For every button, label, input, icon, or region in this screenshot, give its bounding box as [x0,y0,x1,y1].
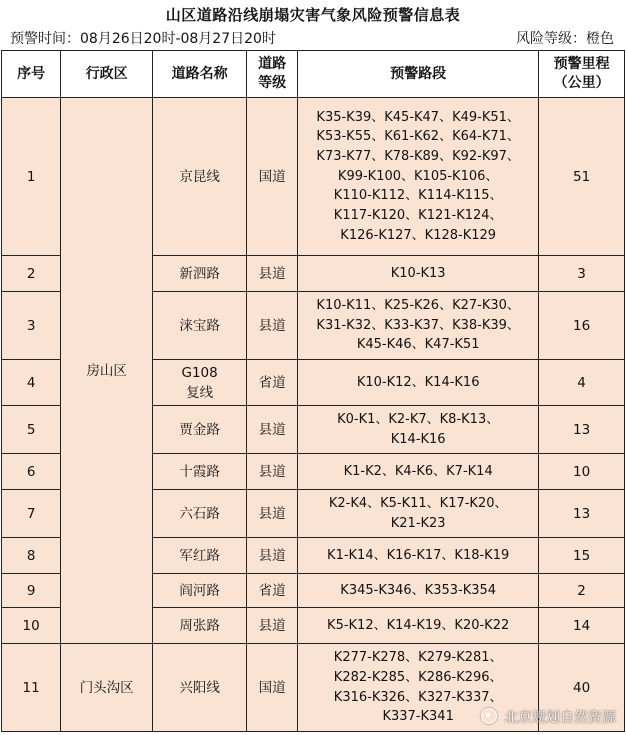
wechat-channel-icon [481,708,497,724]
warning-segments [298,256,539,292]
road-level: 县道 [247,608,298,644]
warning-km: 13 [539,490,625,538]
warning-km: 15 [539,538,625,574]
warning-segments [298,454,539,490]
road-name: 京昆线 [153,98,247,256]
row-no: 1 [2,98,61,256]
road-name-line2: 复线 [186,384,214,401]
segment-line: K117-K120、K121-K124、 [333,208,503,224]
header-level [247,51,298,98]
row-no: 3 [2,292,61,360]
segment-line: K10-K12、K14-K16 [356,374,480,390]
segment-line: K282-K285、K286-K296、 [333,669,503,685]
segment-line: K21-K23 [390,515,446,531]
road-name: 六石路 [153,490,247,538]
segment-line: K45-K46、K47-K51 [356,337,480,353]
row-no: 8 [2,538,61,574]
segment-line: K1-K14、K16-K17、K18-K19 [327,547,510,563]
header-segments: 预警路段 [298,51,539,98]
road-name: 新泗路 [153,256,247,292]
segment-line: K0-K1、K2-K7、K8-K13、 [337,411,500,427]
road-level: 县道 [247,490,298,538]
district-fangshan: 房山区 [61,98,153,644]
header-level-line1: 道路 [258,56,287,72]
road-level: 国道 [247,644,298,732]
header-km-line1: 预警里程 [553,56,610,72]
segment-line: K5-K12、K14-K19、K20-K22 [327,617,510,633]
warning-km: 16 [539,292,625,360]
segment-line: K31-K32、K33-K37、K38-K39、 [316,317,520,333]
segment-line: K126-K127、K128-K129 [340,227,497,243]
road-name: 贾金路 [153,406,247,454]
road-name: 涞宝路 [153,292,247,360]
warning-km: 13 [539,406,625,454]
segment-line: K316-K326、K327-K337、 [333,689,503,705]
warning-km: 51 [539,98,625,256]
row-no: 10 [2,608,61,644]
warning-km: 14 [539,608,625,644]
segment-line: K337-K341 [382,709,454,725]
warning-km: 10 [539,454,625,490]
road-name: 兴阳线 [153,644,247,732]
header-km [539,51,625,98]
road-level: 县道 [247,454,298,490]
warning-km: 2 [539,574,625,608]
warning-segments [298,574,539,608]
header-road: 道路名称 [153,51,247,98]
risk-level: 风险等级：橙色 [516,31,614,47]
warning-km: 40 [539,644,625,732]
segment-line: K99-K100、K105-K106、 [337,168,499,184]
road-level: 县道 [247,406,298,454]
road-level: 县道 [247,292,298,360]
warning-segments [298,406,539,454]
warning-segments [298,292,539,360]
road-name: 军红路 [153,538,247,574]
row-no: 2 [2,256,61,292]
segment-line: K35-K39、K45-K47、K49-K51、 [316,109,520,125]
road-level: 县道 [247,538,298,574]
row-no: 4 [2,360,61,406]
warning-km: 3 [539,256,625,292]
road-name [153,360,247,406]
warning-time: 预警时间：08月26日20时-08月27日20时 [10,31,276,47]
table-header [2,51,625,98]
segment-line: K53-K55、K61-K62、K64-K71、 [316,129,520,145]
row-no: 5 [2,406,61,454]
row-no: 7 [2,490,61,538]
segment-line: K10-K13 [390,265,446,281]
segment-line: K110-K112、K114-K115、 [333,188,503,204]
row-no: 9 [2,574,61,608]
header-no: 序号 [2,51,61,98]
warning-segments [298,608,539,644]
district-mentougou: 门头沟区 [61,644,153,732]
header-district: 行政区 [61,51,153,98]
segment-line: K1-K2、K4-K6、K7-K14 [343,463,493,479]
row-no: 6 [2,454,61,490]
segment-line: K73-K77、K78-K89、K92-K97、 [316,148,520,164]
header-level-line2: 等级 [258,75,287,91]
header-km-line2: （公里） [553,75,610,91]
row-no: 11 [2,644,61,732]
warning-segments [298,360,539,406]
road-name: 十霞路 [153,454,247,490]
road-level: 县道 [247,256,298,292]
watermark [481,707,616,727]
warning-segments [298,98,539,256]
page-title: 山区道路沿线崩塌灾害气象风险预警信息表 [165,6,461,24]
segment-line: K14-K16 [390,431,446,447]
road-name: 阎河路 [153,574,247,608]
road-level: 省道 [247,360,298,406]
watermark-text: 北京规划自然资源 [504,710,616,726]
warning-table [1,50,625,732]
warning-km: 4 [539,360,625,406]
road-level: 省道 [247,574,298,608]
road-name: 周张路 [153,608,247,644]
warning-segments [298,490,539,538]
segment-line: K277-K278、K279-K281、 [333,650,503,666]
warning-segments [298,538,539,574]
segment-line: K345-K346、K353-K354 [340,582,497,598]
segment-line: K10-K11、K25-K26、K27-K30、 [316,297,520,313]
table-row [2,98,625,256]
road-name-line1: G108 [181,364,218,381]
segment-line: K2-K4、K5-K11、K17-K20、 [328,495,508,511]
road-level: 国道 [247,98,298,256]
